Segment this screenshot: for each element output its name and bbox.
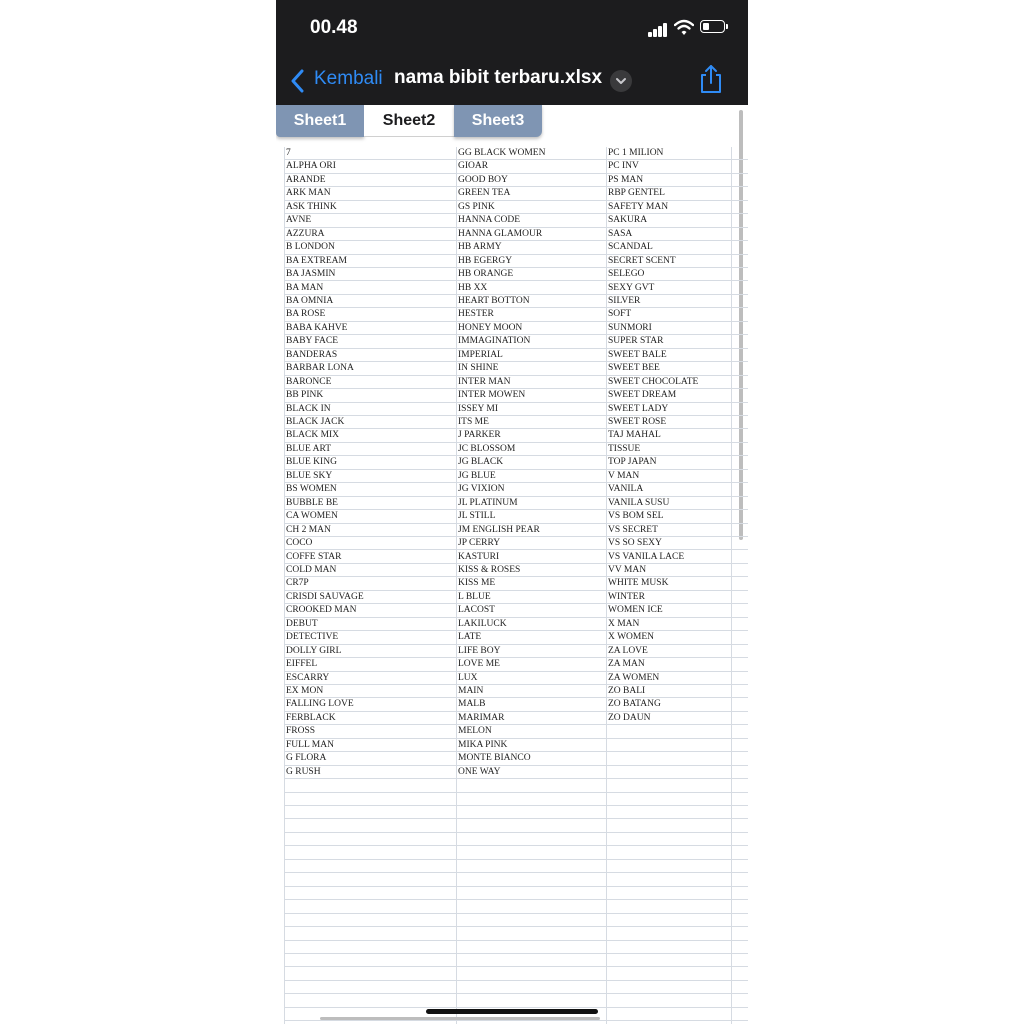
cell-col-b[interactable]: IMPERIAL xyxy=(458,349,503,360)
cell-col-b[interactable]: HANNA GLAMOUR xyxy=(458,228,543,239)
cell-col-c[interactable]: PS MAN xyxy=(608,174,644,185)
cell-col-b[interactable]: LATE xyxy=(458,632,482,643)
cell-col-a[interactable]: CA WOMEN xyxy=(286,511,338,522)
cell-col-a[interactable]: BA OMNIA xyxy=(286,295,334,306)
cell-col-a[interactable]: DOLLY GIRL xyxy=(286,645,342,656)
cell-col-b[interactable]: INTER MOWEN xyxy=(458,390,526,401)
table-row[interactable] xyxy=(284,228,748,241)
cell-col-b[interactable]: HONEY MOON xyxy=(458,322,523,333)
table-row[interactable] xyxy=(284,349,748,362)
table-row[interactable] xyxy=(284,860,748,873)
table-row[interactable] xyxy=(284,820,748,833)
table-row[interactable] xyxy=(284,672,748,685)
cell-col-a[interactable]: CRISDI SAUVAGE xyxy=(286,591,364,602)
cell-col-b[interactable]: MALB xyxy=(458,699,486,710)
cell-col-b[interactable]: HB XX xyxy=(458,282,488,293)
cell-col-c[interactable]: VS SECRET xyxy=(608,524,658,535)
cell-col-a[interactable]: CROOKED MAN xyxy=(286,605,357,616)
cell-col-a[interactable]: FERBLACK xyxy=(286,712,336,723)
cell-col-b[interactable]: MELON xyxy=(458,726,492,737)
table-row[interactable] xyxy=(284,537,748,550)
cell-col-c[interactable]: ZO BALI xyxy=(608,686,646,696)
cell-col-a[interactable]: FULL MAN xyxy=(286,739,334,750)
cell-col-c[interactable]: VS BOM SEL xyxy=(608,511,664,522)
table-row[interactable] xyxy=(284,389,748,402)
table-row[interactable] xyxy=(284,685,748,698)
table-row[interactable] xyxy=(284,873,748,886)
chevron-left-icon[interactable] xyxy=(290,69,304,93)
cell-col-b[interactable]: LIFE BOY xyxy=(458,645,501,656)
table-row[interactable] xyxy=(284,698,748,711)
cell-col-b[interactable]: KISS & ROSES xyxy=(458,564,521,575)
cell-col-a[interactable]: BA ROSE xyxy=(286,309,326,320)
cell-col-a[interactable]: G FLORA xyxy=(286,753,327,764)
table-row[interactable] xyxy=(284,618,748,631)
cell-col-c[interactable]: WOMEN ICE xyxy=(608,605,663,616)
cell-col-b[interactable]: KISS ME xyxy=(458,578,496,589)
cell-col-a[interactable]: COFFE STAR xyxy=(286,551,342,562)
table-row[interactable] xyxy=(284,147,748,160)
cell-col-a[interactable]: B LONDON xyxy=(286,242,335,253)
cell-col-b[interactable]: ISSEY MI xyxy=(458,403,499,414)
file-title[interactable]: nama bibit terbaru.xlsx xyxy=(394,67,603,88)
cell-col-a[interactable]: BS WOMEN xyxy=(286,484,337,495)
table-row[interactable] xyxy=(284,510,748,523)
cell-col-c[interactable]: X WOMEN xyxy=(608,632,655,643)
table-row[interactable] xyxy=(284,846,748,859)
cell-col-a[interactable]: BUBBLE BE xyxy=(286,497,338,508)
cell-col-c[interactable]: SAKURA xyxy=(608,215,648,226)
cell-col-a[interactable]: BLUE KING xyxy=(286,457,337,468)
cell-col-c[interactable]: PC INV xyxy=(608,161,639,172)
cell-col-c[interactable]: V MAN xyxy=(608,470,640,481)
cell-col-c[interactable]: X MAN xyxy=(608,618,640,629)
cell-col-a[interactable]: EIFFEL xyxy=(286,659,318,670)
cell-col-a[interactable]: AZZURA xyxy=(286,228,325,239)
cell-col-b[interactable]: LUX xyxy=(458,672,478,683)
table-row[interactable] xyxy=(284,214,748,227)
cell-col-b[interactable]: JP CERRY xyxy=(458,538,501,549)
cell-col-a[interactable]: G RUSH xyxy=(286,766,321,777)
cell-col-c[interactable]: VS VANILA LACE xyxy=(608,551,685,562)
table-row[interactable] xyxy=(284,954,748,967)
wifi-icon xyxy=(674,19,694,37)
cell-col-c[interactable]: ZA WOMEN xyxy=(608,672,660,683)
cell-col-b[interactable]: JC BLOSSOM xyxy=(458,443,516,454)
cell-col-c[interactable]: ZA LOVE xyxy=(608,645,648,656)
table-row[interactable] xyxy=(284,766,748,779)
table-row[interactable] xyxy=(284,483,748,496)
cell-col-c[interactable]: SWEET BALE xyxy=(608,349,667,360)
table-row[interactable] xyxy=(284,470,748,483)
signal-icon xyxy=(648,23,670,37)
cell-col-a[interactable]: DEBUT xyxy=(286,618,318,629)
cell-col-b[interactable]: ONE WAY xyxy=(458,766,501,777)
phone-screen xyxy=(276,0,748,1024)
cell-col-b[interactable]: HB ORANGE xyxy=(458,269,514,280)
cell-col-b[interactable]: LACOST xyxy=(458,605,495,616)
cell-col-b[interactable]: L BLUE xyxy=(458,591,491,602)
cell-col-b[interactable]: HESTER xyxy=(458,309,494,320)
table-row[interactable] xyxy=(284,833,748,846)
cell-col-c[interactable]: SAFETY MAN xyxy=(608,201,669,212)
table-row[interactable] xyxy=(284,335,748,348)
table-row[interactable] xyxy=(284,577,748,590)
cell-col-b[interactable]: GS PINK xyxy=(458,201,495,212)
cell-col-c[interactable]: SWEET CHOCOLATE xyxy=(608,376,699,387)
table-row[interactable] xyxy=(284,362,748,375)
cell-col-c[interactable]: SEXY GVT xyxy=(608,282,655,293)
table-row[interactable] xyxy=(284,160,748,173)
table-row[interactable] xyxy=(284,201,748,214)
cell-col-b[interactable]: MAIN xyxy=(458,686,484,696)
home-indicator[interactable] xyxy=(426,1009,598,1014)
cell-col-c[interactable]: PC 1 MILION xyxy=(608,148,664,158)
table-row[interactable] xyxy=(284,308,748,321)
cell-col-b[interactable]: JL PLATINUM xyxy=(458,497,518,508)
cell-col-c[interactable]: VANILA xyxy=(608,484,644,495)
cell-col-a[interactable]: BLUE SKY xyxy=(286,470,333,481)
cell-col-b[interactable]: JG BLACK xyxy=(458,457,504,468)
table-row[interactable] xyxy=(284,403,748,416)
cell-col-a[interactable]: CH 2 MAN xyxy=(286,524,331,535)
table-row[interactable] xyxy=(284,887,748,900)
cell-col-c[interactable]: SWEET DREAM xyxy=(608,390,677,401)
cell-col-a[interactable]: FROSS xyxy=(286,726,316,737)
cell-col-a[interactable]: BLACK JACK xyxy=(286,417,345,427)
table-row[interactable] xyxy=(284,914,748,927)
cell-col-a[interactable]: COCO xyxy=(286,538,313,549)
table-row[interactable] xyxy=(284,416,748,429)
cell-col-c[interactable]: WINTER xyxy=(608,591,645,602)
table-row[interactable] xyxy=(284,429,748,442)
tab-sheet2[interactable]: Sheet2 xyxy=(364,105,454,137)
cell-col-b[interactable]: HB ARMY xyxy=(458,242,502,253)
cell-col-a[interactable]: 7 xyxy=(286,148,291,158)
table-row[interactable] xyxy=(284,739,748,752)
table-row[interactable] xyxy=(284,645,748,658)
cell-col-a[interactable]: DETECTIVE xyxy=(286,632,339,643)
table-row[interactable] xyxy=(284,443,748,456)
back-button[interactable]: Kembali xyxy=(314,68,383,89)
cell-col-a[interactable]: EX MON xyxy=(286,686,324,696)
battery-level xyxy=(703,23,709,30)
table-row[interactable] xyxy=(284,752,748,765)
table-row[interactable] xyxy=(284,927,748,940)
cell-col-c[interactable]: WHITE MUSK xyxy=(608,578,669,589)
cell-col-a[interactable]: ARANDE xyxy=(286,174,326,185)
cell-col-b[interactable]: HANNA CODE xyxy=(458,215,521,226)
cell-col-c[interactable]: ZO DAUN xyxy=(608,712,651,723)
table-row[interactable] xyxy=(284,524,748,537)
table-row[interactable] xyxy=(284,725,748,738)
table-row[interactable] xyxy=(284,658,748,671)
cell-col-a[interactable]: BARONCE xyxy=(286,376,332,387)
table-row[interactable] xyxy=(284,967,748,980)
cell-col-c[interactable]: SUPER STAR xyxy=(608,336,664,347)
cell-col-b[interactable]: JG BLUE xyxy=(458,470,496,481)
cell-col-b[interactable]: KASTURI xyxy=(458,551,500,562)
cell-col-b[interactable]: MARIMAR xyxy=(458,712,505,723)
cell-col-b[interactable]: ITS ME xyxy=(458,417,489,427)
table-row[interactable] xyxy=(284,282,748,295)
table-row[interactable] xyxy=(284,712,748,725)
cell-col-a[interactable]: ARK MAN xyxy=(286,188,331,199)
chevron-down-icon[interactable] xyxy=(610,70,632,92)
cell-col-b[interactable]: GIOAR xyxy=(458,161,489,172)
table-row[interactable] xyxy=(284,295,748,308)
cell-col-b[interactable]: GREEN TEA xyxy=(458,188,511,199)
cell-col-a[interactable]: BABA KAHVE xyxy=(286,322,348,333)
table-row[interactable] xyxy=(284,591,748,604)
cell-col-b[interactable]: GOOD BOY xyxy=(458,174,508,185)
battery-icon xyxy=(700,20,725,33)
table-row[interactable] xyxy=(284,604,748,617)
table-row[interactable] xyxy=(284,551,748,564)
table-row[interactable] xyxy=(284,322,748,335)
cell-col-a[interactable]: BANDERAS xyxy=(286,349,338,360)
cell-col-b[interactable]: IN SHINE xyxy=(458,363,499,374)
status-time: 00.48 xyxy=(310,17,358,38)
table-row[interactable] xyxy=(284,900,748,913)
cell-col-a[interactable]: BLUE ART xyxy=(286,443,332,454)
table-row[interactable] xyxy=(284,268,748,281)
share-icon[interactable] xyxy=(698,64,724,94)
cell-col-a[interactable]: CR7P xyxy=(286,578,309,589)
cell-col-b[interactable]: HEART BOTTON xyxy=(458,295,530,306)
tab-sheet1[interactable]: Sheet1 xyxy=(276,105,364,137)
table-row[interactable] xyxy=(284,793,748,806)
cell-col-b[interactable]: INTER MAN xyxy=(458,376,511,387)
table-row[interactable] xyxy=(284,376,748,389)
cell-col-a[interactable]: BLACK IN xyxy=(286,403,331,414)
cell-col-c[interactable]: VV MAN xyxy=(608,564,647,575)
table-row[interactable] xyxy=(284,497,748,510)
cell-col-c[interactable]: TOP JAPAN xyxy=(608,457,657,468)
cell-col-b[interactable]: JG VIXION xyxy=(458,484,505,495)
table-row[interactable] xyxy=(284,255,748,268)
cell-col-c[interactable]: TAJ MAHAL xyxy=(608,430,661,441)
cell-col-c[interactable]: SCANDAL xyxy=(608,242,653,253)
cell-col-c[interactable]: RBP GENTEL xyxy=(608,188,665,199)
cell-col-b[interactable]: JL STILL xyxy=(458,511,496,522)
cell-col-a[interactable]: ESCARRY xyxy=(286,672,330,683)
cell-col-b[interactable]: LOVE ME xyxy=(458,659,500,670)
table-row[interactable] xyxy=(284,941,748,954)
table-row[interactable] xyxy=(284,187,748,200)
cell-col-b[interactable]: HB EGERGY xyxy=(458,255,513,266)
spreadsheet-grid[interactable] xyxy=(284,147,748,1024)
cell-col-a[interactable]: FALLING LOVE xyxy=(286,699,354,710)
cell-col-b[interactable]: GG BLACK WOMEN xyxy=(458,148,546,158)
cell-col-c[interactable]: SECRET SCENT xyxy=(608,255,676,266)
cell-col-c[interactable]: TISSUE xyxy=(608,443,641,454)
cell-col-a[interactable]: ALPHA ORI xyxy=(286,161,336,172)
table-row[interactable] xyxy=(284,779,748,792)
cell-col-a[interactable]: BARBAR LONA xyxy=(286,363,354,374)
horizontal-scrollbar[interactable] xyxy=(320,1017,600,1020)
cell-col-a[interactable]: BLACK MIX xyxy=(286,430,340,441)
cell-col-a[interactable]: BA EXTREAM xyxy=(286,255,347,266)
cell-col-a[interactable]: COLD MAN xyxy=(286,564,337,575)
cell-col-c[interactable]: SELEGO xyxy=(608,269,645,280)
cell-col-b[interactable]: MIKA PINK xyxy=(458,739,508,750)
cell-col-a[interactable]: ASK THINK xyxy=(286,201,337,212)
cell-col-a[interactable]: BA MAN xyxy=(286,282,324,293)
cell-col-b[interactable]: IMMAGINATION xyxy=(458,336,531,347)
table-row[interactable] xyxy=(284,631,748,644)
sheet-tab-bar xyxy=(276,105,748,139)
cell-col-b[interactable]: LAKILUCK xyxy=(458,618,507,629)
cell-col-c[interactable]: SWEET ROSE xyxy=(608,417,667,427)
table-row[interactable] xyxy=(284,174,748,187)
cell-col-a[interactable]: BA JASMIN xyxy=(286,269,336,280)
cell-col-c[interactable]: ZA MAN xyxy=(608,659,645,670)
cell-col-c[interactable]: VANILA SUSU xyxy=(608,497,670,508)
cell-col-a[interactable]: BB PINK xyxy=(286,390,324,401)
table-row[interactable] xyxy=(284,806,748,819)
cell-col-c[interactable]: ZO BATANG xyxy=(608,699,661,710)
cell-col-b[interactable]: JM ENGLISH PEAR xyxy=(458,524,540,535)
battery-tip xyxy=(726,24,728,29)
cell-col-c[interactable]: SOFT xyxy=(608,309,632,320)
table-row[interactable] xyxy=(284,456,748,469)
cell-col-a[interactable]: AVNE xyxy=(286,215,312,226)
table-row[interactable] xyxy=(284,241,748,254)
tab-sheet3[interactable]: Sheet3 xyxy=(454,105,542,137)
cell-col-a[interactable]: BABY FACE xyxy=(286,336,338,347)
top-bar xyxy=(276,0,748,105)
cell-col-b[interactable]: MONTE BIANCO xyxy=(458,753,531,764)
cell-col-c[interactable]: SILVER xyxy=(608,295,641,306)
cell-col-c[interactable]: SWEET BEE xyxy=(608,363,660,374)
cell-col-c[interactable]: SUNMORI xyxy=(608,322,652,333)
table-row[interactable] xyxy=(284,564,748,577)
cell-col-c[interactable]: VS SO SEXY xyxy=(608,538,662,549)
cell-col-c[interactable]: SASA xyxy=(608,228,633,239)
table-row[interactable] xyxy=(284,994,748,1007)
table-row[interactable] xyxy=(284,981,748,994)
cell-col-b[interactable]: J PARKER xyxy=(458,430,501,441)
cell-col-c[interactable]: SWEET LADY xyxy=(608,403,669,414)
